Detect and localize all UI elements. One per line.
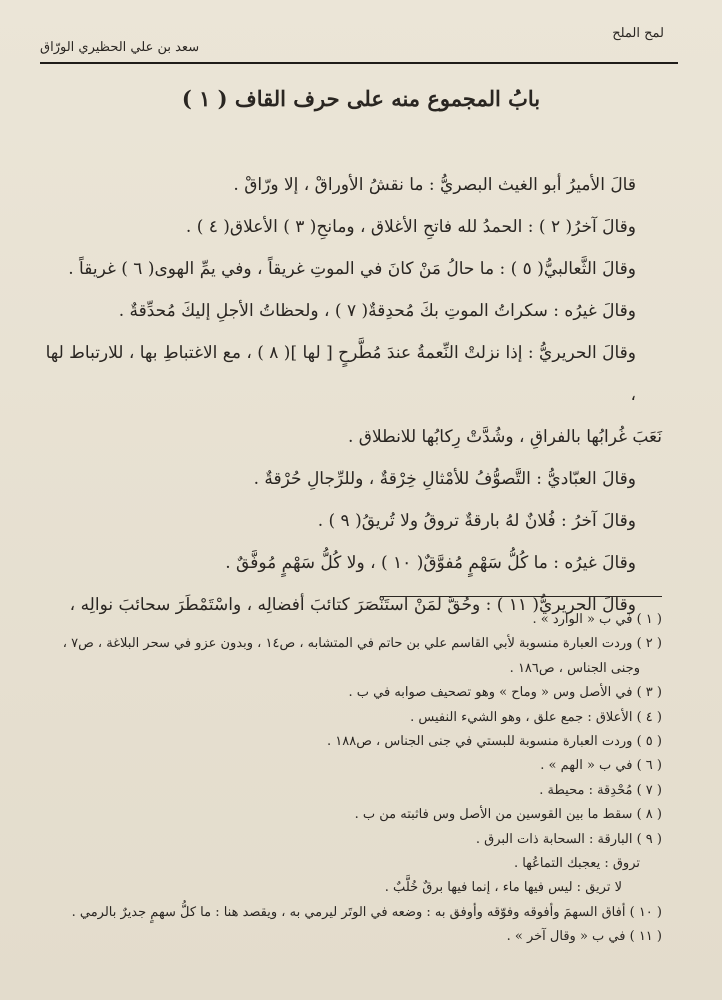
text-line: نَعَبَ غُرابُها بالفراقِ ، وشُدَّتْ رِكابُها للانطلاق .: [347, 427, 662, 447]
footnote: ( ١٠ ) أفاق السهمَ وأفوقه وفوّقه وأوفق به : وضعه في الوتَر ليرمي به ، ويقصد هنا : ما كلُّ سهمٍ جديرٌ بالرمي .: [71, 904, 662, 920]
text-line: وقالَ آخرُ : فُلانٌ لهُ بارقةٌ تروقُ ولا تُريقُ( ٩ ) .: [317, 511, 636, 531]
footnote: لا تريق : ليس فيها ماء ، إنما فيها برقٌ خُلَّبٌ .: [384, 880, 622, 896]
footnote: ( ٩ ) البارقة : السحابة ذات البرق .: [475, 831, 662, 847]
footnote: ( ٤ ) الأعلاق : جمع علق ، وهو الشيء النفيس .: [410, 709, 662, 725]
text-line: قالَ الأميرُ أبو الغيث البصريُّ : ما نقشُ الأوراقْ ، إلا ورّاقْ .: [233, 175, 636, 195]
footnote: وجنى الجناس ، ص١٨٦ .: [509, 660, 640, 676]
text-line: وقالَ الثَّعالبيُّ( ٥ ) : ما حالُ مَنْ كانَ في الموتِ غريقاً ، وفي يمِّ الهوى( ٦ ) غريقاً .: [68, 259, 636, 279]
text-line: وقالَ الحريريُّ( ١١ ) : وحُقَّ لمَنْ استَنْصَرَ كتائبَ أفضالِه ، واسْتَمْطَرَ سحائبَ نوالِه ،: [69, 595, 636, 615]
footnote: ( ٥ ) وردت العبارة منسوبة للبستي في جنى الجناس ، ص١٨٨ .: [326, 734, 662, 750]
running-head: [40, 26, 664, 66]
chapter-title: بابُ المجموع منه على حرف القاف ( ١ ): [181, 86, 541, 111]
book-title: لمح الملح: [612, 26, 664, 41]
footnote: ( ٢ ) وردت العبارة منسوبة لأبي القاسم علي بن حاتم في المتشابه ، ص١٤ ، وبدون عزو في سحر البلاغة ، ص٧ ،: [62, 636, 662, 652]
text-line: وقالَ العبّاديُّ : التَّصوُّفُ للأمْثالِ خِرْقةٌ ، وللرِّجالِ حُرْقةٌ .: [253, 469, 636, 489]
text-line: وقالَ آخرُ( ٢ ) : الحمدُ لله فاتحِ الأغلاق ، ومانحِ( ٣ ) الأعلاق( ٤ ) .: [185, 217, 636, 237]
header-rule: [40, 62, 678, 64]
footnote: ( ٧ ) مُحْدِقة : محيطة .: [539, 782, 662, 798]
footnote: ( ١ ) في ب « الوارد » .: [532, 612, 662, 627]
text-line: وقالَ غيرُه : سكراتُ الموتِ بكَ مُحدِقةٌ( ٧ ) ، ولحظاتُ الأجلِ إليكَ مُحدِّقةٌ .: [118, 301, 636, 321]
author-name: سعد بن علي الحظيري الورّاق: [40, 40, 200, 55]
text-line: وقالَ الحريريُّ : إذا نزلتْ النِّعمةُ عندَ مُطَّرحٍ [ لها ]( ٨ ) ، مع الاغتباطِ بها ، للارتباط لها ،: [45, 343, 636, 405]
footnotes: [30, 608, 662, 950]
footnote: ( ٦ ) في ب « الهم » .: [540, 758, 662, 774]
footnote: تروق : يعجبك التماعُها .: [513, 856, 640, 872]
footnote: ( ٣ ) في الأصل وس « وماح » وهو تصحيف صوابه في ب .: [348, 685, 662, 701]
main-text: [36, 164, 662, 626]
text-line: وقالَ غيرُه : ما كُلُّ سَهْمٍ مُفوَّقٌ( ١٠ ) ، ولا كُلُّ سَهْمٍ مُوفَّقٌ .: [225, 553, 636, 573]
footnote: ( ١١ ) في ب « وقال آخر » .: [506, 929, 662, 945]
footnote: ( ٨ ) سقط ما بين القوسين من الأصل وس فاثبته من ب .: [354, 807, 662, 823]
footnote-rule: [380, 596, 662, 597]
